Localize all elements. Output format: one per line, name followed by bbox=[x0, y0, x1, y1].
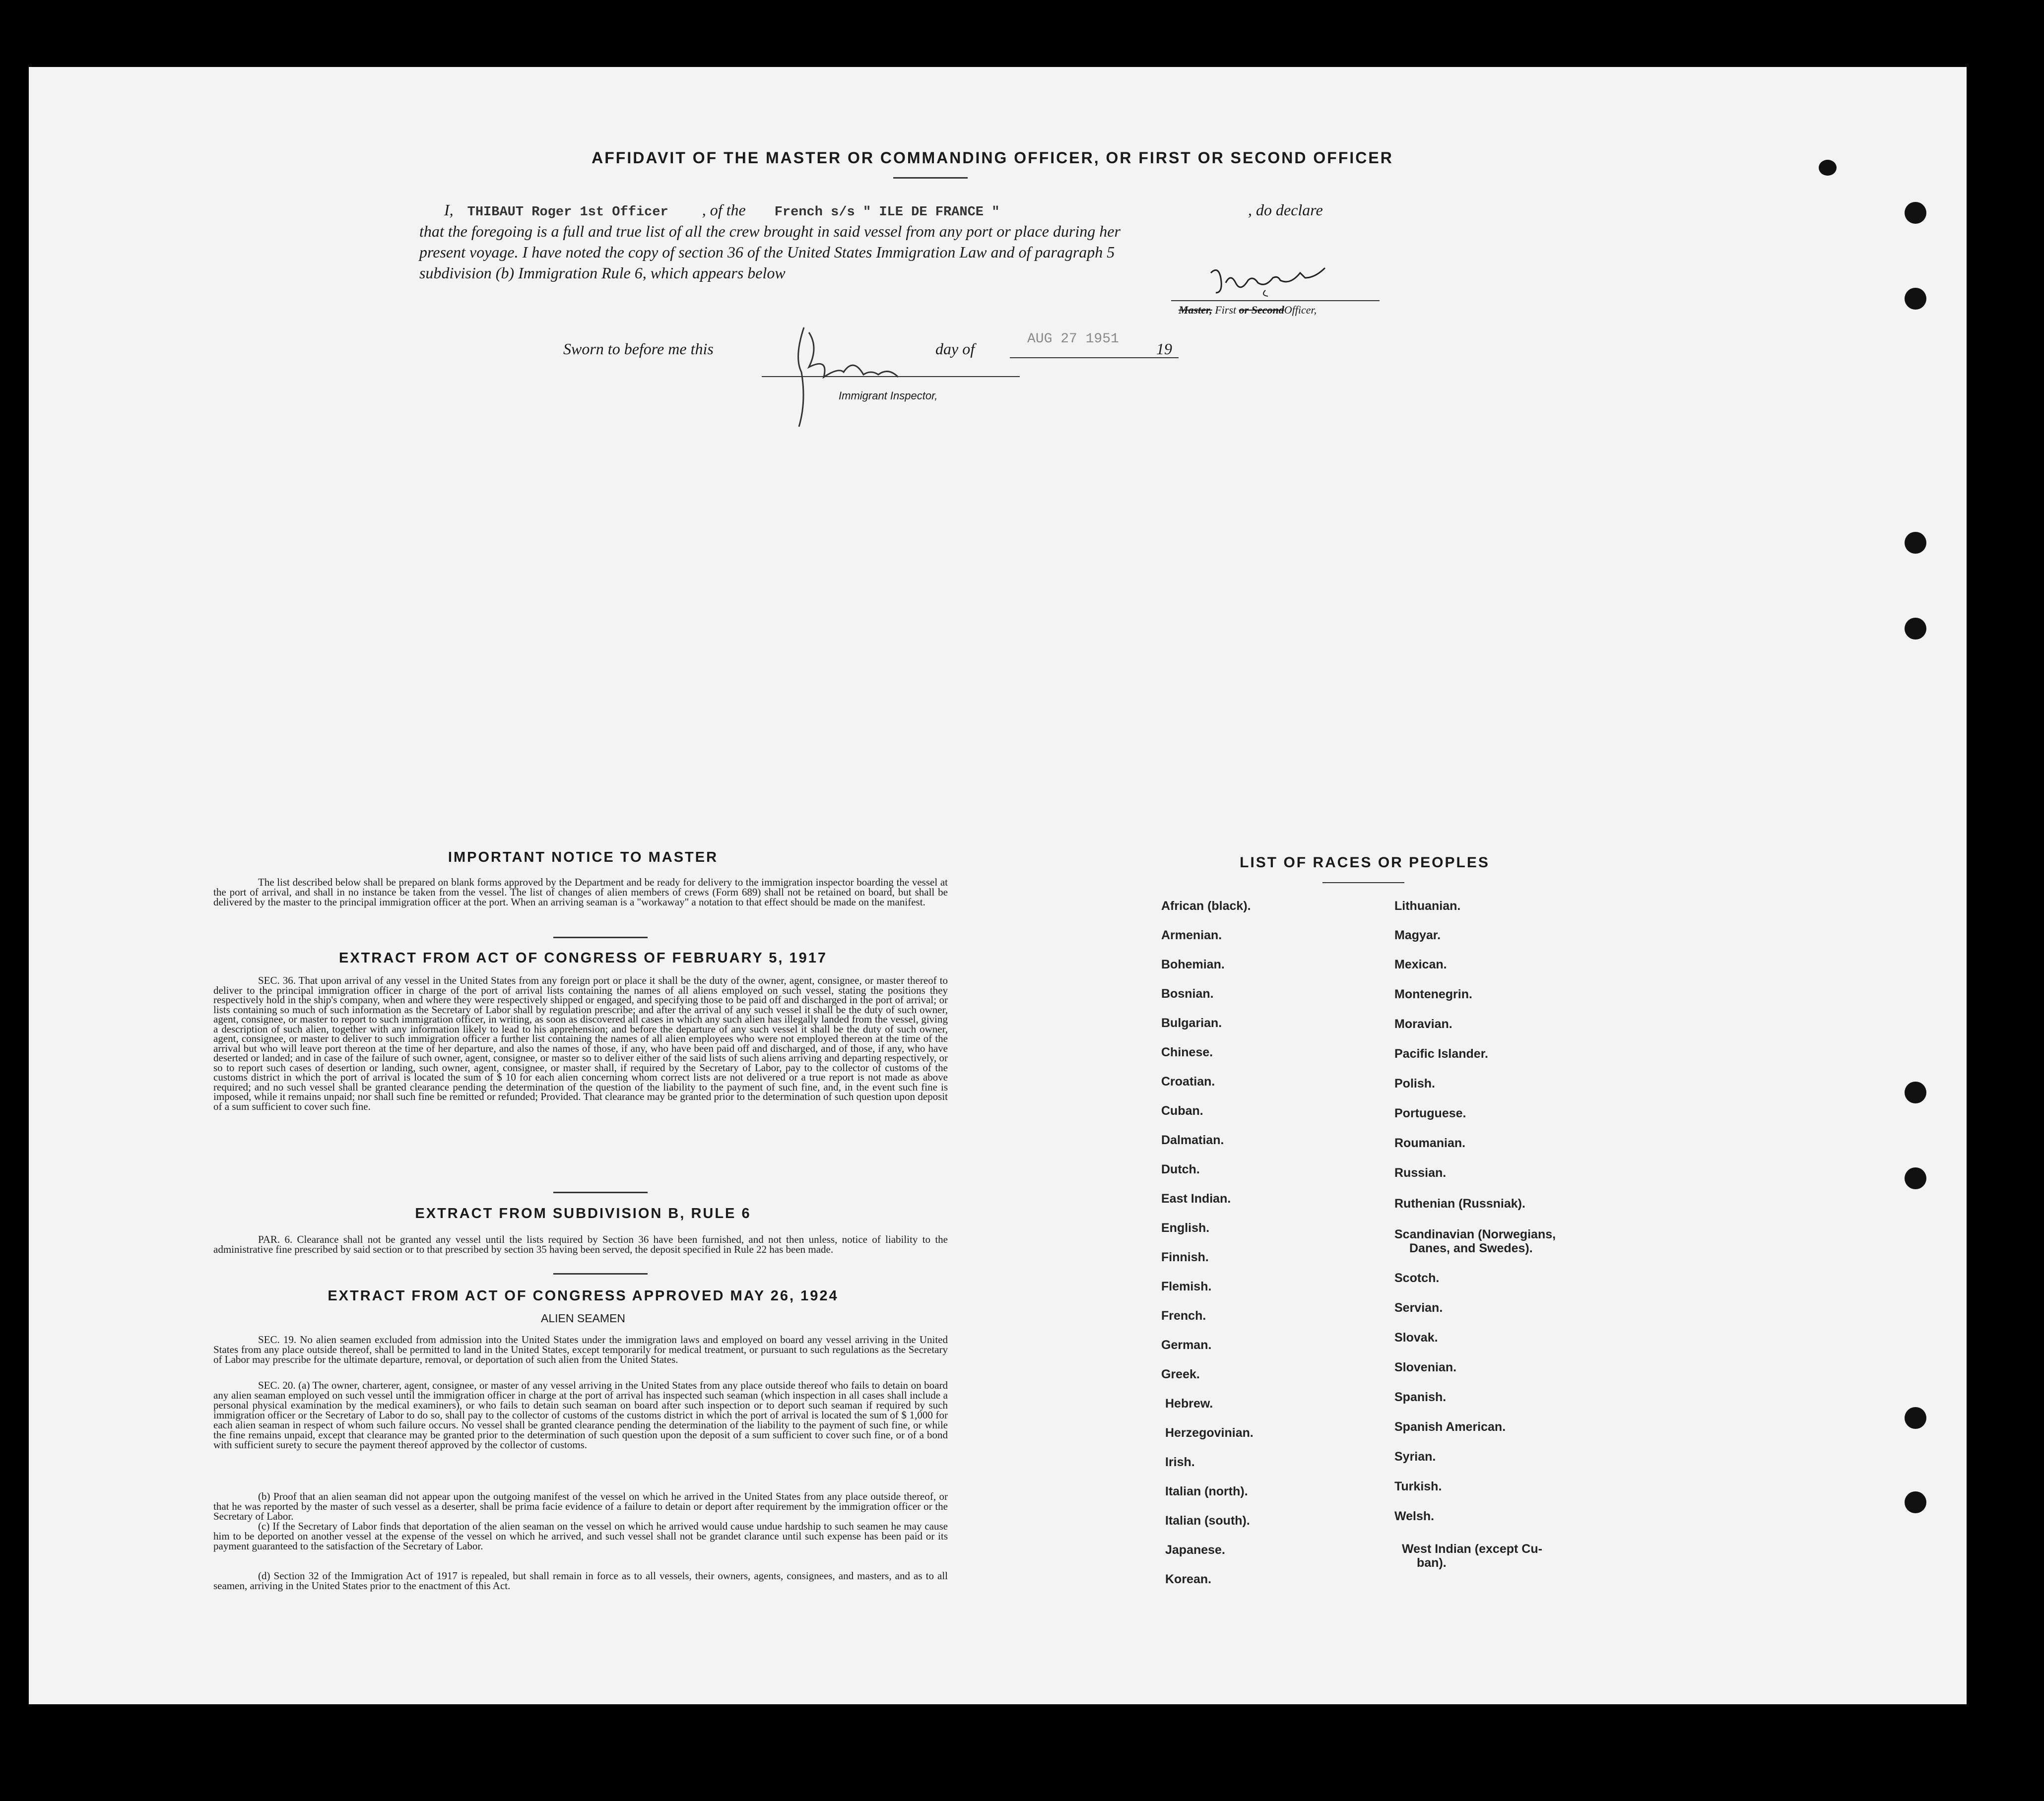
line1-suffix: , do declare bbox=[1248, 201, 1323, 219]
race-item: Roumanian. bbox=[1394, 1136, 1466, 1150]
race-item: Moravian. bbox=[1394, 1017, 1452, 1031]
binder-hole bbox=[1905, 1407, 1926, 1429]
binder-hole bbox=[1905, 202, 1926, 224]
race-item: Welsh. bbox=[1394, 1509, 1435, 1523]
inspector-signature bbox=[779, 318, 938, 437]
officer-signature bbox=[1206, 263, 1355, 298]
race-item: Scandinavian (Norwegians, bbox=[1394, 1227, 1556, 1241]
divider bbox=[553, 937, 648, 938]
race-item: Dalmatian. bbox=[1161, 1133, 1224, 1147]
caption-first: First bbox=[1215, 304, 1237, 316]
extract3-sec19: SEC. 19. No alien seamen excluded from admission into the United States under the immigration laws and employed on board any vessel arriving in the United States from any place outside thereof, shall be permitted to land in the United States, except temporarily for medical treatment, or pursuant to such regulations as the Secretary of Labor may prescribe for the ultimate departure, removal, or deportation of such alien from the United States. bbox=[213, 1334, 948, 1365]
race-item: French. bbox=[1161, 1309, 1206, 1323]
race-item: Servian. bbox=[1394, 1301, 1443, 1315]
race-item: Turkish. bbox=[1394, 1479, 1442, 1493]
races-underline bbox=[1322, 882, 1404, 883]
line1-prefix: I, bbox=[444, 201, 454, 219]
divider bbox=[553, 1192, 648, 1193]
race-item: Magyar. bbox=[1394, 928, 1441, 942]
race-item: English. bbox=[1161, 1221, 1210, 1235]
race-item: Finnish. bbox=[1161, 1250, 1209, 1264]
notice-body: The list described below shall be prepared on blank forms approved by the Department and be ready for delivery to the immigration inspector boarding the vessel at the port of arrival, and shall in no instance be taken from the vessel. The list of changes of alien members of crews (Form 689) shall not be retained on board, but shall be delivered by the master to the principal immigration officer at the port. When an arriving seaman is a "workaway" a notation to that effect should be made on the manifest. bbox=[213, 876, 948, 908]
binder-hole bbox=[1905, 618, 1926, 640]
affidavit-line4: subdivision (b) Immigration Rule 6, which appears below bbox=[419, 264, 786, 282]
extract3-sec20c: (c) If the Secretary of Labor finds that deportation of the alien seaman on the vessel on which he arrived would cause undue hardship to such seamen he may cause him to be deported on another vessel at the expense of the vessel on which he arrived, and such vessel shall not be grandet clarance until such expense has been paid or its payment guaranteed to the satisfaction of the Secretary of Labor. bbox=[213, 1520, 948, 1552]
sworn-label: Sworn to before me this bbox=[563, 340, 714, 358]
race-item: Montenegrin. bbox=[1394, 987, 1472, 1001]
vessel-name: French s/s " ILE DE FRANCE " bbox=[774, 205, 1000, 220]
affidavit-line1 bbox=[444, 201, 1362, 220]
officer-caption bbox=[1179, 304, 1317, 317]
race-item: Pacific Islander. bbox=[1394, 1047, 1488, 1061]
inspector-caption: Immigrant Inspector, bbox=[839, 389, 938, 402]
race-item: Bulgarian. bbox=[1161, 1016, 1222, 1030]
race-item: Armenian. bbox=[1161, 928, 1222, 942]
race-item: Polish. bbox=[1394, 1077, 1435, 1091]
caption-second-struck: or Second bbox=[1239, 304, 1284, 316]
races-heading: LIST OF RACES OR PEOPLES bbox=[1240, 854, 1490, 871]
race-item: ban). bbox=[1417, 1556, 1447, 1570]
race-item: Mexican. bbox=[1394, 958, 1447, 971]
race-item: Irish. bbox=[1165, 1455, 1195, 1469]
officer-signature-graphic bbox=[1206, 263, 1355, 298]
extract2-heading: EXTRACT FROM SUBDIVISION B, RULE 6 bbox=[415, 1206, 751, 1222]
race-item: German. bbox=[1161, 1338, 1212, 1352]
race-item: Flemish. bbox=[1161, 1280, 1212, 1293]
race-item: Slovak. bbox=[1394, 1331, 1438, 1345]
affidavit-title: AFFIDAVIT OF THE MASTER OR COMMANDING OFFICER, OR FIRST OR SECOND OFFICER bbox=[592, 149, 1393, 167]
extract3-subheading: ALIEN SEAMEN bbox=[541, 1312, 625, 1325]
extract3-sec20b: (b) Proof that an alien seaman did not appear upon the outgoing manifest of the vessel on which he arrived in the United States from any place outside thereof, or that he was reported by the master of such vessel as a deserter, shall be prima facie evidence of a failure to detain or deport after requirement by the immigration officer or the Secretary of Labor. bbox=[213, 1490, 948, 1522]
race-item: Russian. bbox=[1394, 1166, 1447, 1180]
race-item: Syrian. bbox=[1394, 1450, 1436, 1464]
race-item: Cuban. bbox=[1161, 1104, 1203, 1118]
binder-hole bbox=[1905, 1167, 1926, 1189]
race-item: Lithuanian. bbox=[1394, 899, 1461, 913]
race-item: Japanese. bbox=[1165, 1543, 1225, 1557]
year-prefix: 19 bbox=[1156, 340, 1172, 358]
binder-hole bbox=[1905, 288, 1926, 310]
line1-of: , of the bbox=[702, 201, 746, 219]
binder-hole bbox=[1905, 532, 1926, 554]
officer-signature-line bbox=[1171, 300, 1380, 301]
binder-hole bbox=[1905, 1491, 1926, 1513]
affidavit-line3: present voyage. I have noted the copy of section 36 of the United States Immigration Law and of paragraph 5 bbox=[419, 243, 1115, 261]
race-item: Italian (north). bbox=[1165, 1484, 1248, 1498]
extract1-body: SEC. 36. That upon arrival of any vessel in the United States from any foreign port or place it shall be the duty of the owner, agent, consignee, or master thereof to deliver to the principal immigration officer in charge of the port of arrival lists containing the names of all aliens employed on such vessel, stating the positions they respectively hold in the ship's company, when and where they were respectively shipped or engaged, and specifying those to be paid off and discharged in the port of arrival; or lists containing so much of such information as the Secretary of Labor shall by regulation prescribe; and after the arrival of any such vessel it shall be the duty of such owner, agent, consignee, or master to report to such immigration officer, in writing, as soon as discovered all cases in which any such alien has illegally landed from the vessel, giving a description of such alien, together with any information likely to lead to his apprehension; and before the departure of any such vessel it shall be the duty of such owner, agent, consignee, or master to deliver to such immigration officer a further list containing the names of all alien employees who were not employed thereon at the time of the arrival but who will leave port thereon at the time of her departure, and also the names of those, if any, who have been paid off and discharged, and of those, if any, who have deserted or landed; and in case of the failure of such owner, agent, consignee, or master so to deliver either of the said lists of such aliens arriving and departing respectively, or so to report such cases of desertion or landing, such owner, agent, consignee, or master shall, if required by the Secretary of Labor, pay to the collector of customs of the customs district in which the port of arrival is located the sum of $ 10 for each alien concerning whom correct lists are not delivered or a true report is not made as above required; and no such vessel shall be granted clearance pending the determination of the question of the liability to the payment of such fine, and, in the event such fine is imposed, while it remains unpaid; nor shall such fine be remitted or refunded; Provided. That clearance may be granted prior to the determination of such question upon deposit of a sum sufficient to cover such fine. bbox=[213, 974, 948, 1112]
divider bbox=[553, 1273, 648, 1275]
race-item: Greek. bbox=[1161, 1367, 1200, 1381]
race-item: Korean. bbox=[1165, 1572, 1212, 1586]
race-item: Bosnian. bbox=[1161, 987, 1214, 1001]
race-item: Italian (south). bbox=[1165, 1514, 1250, 1528]
race-item: Spanish American. bbox=[1394, 1420, 1506, 1434]
race-item: Bohemian. bbox=[1161, 958, 1225, 971]
race-item: Slovenian. bbox=[1394, 1360, 1457, 1374]
extract1-heading: EXTRACT FROM ACT OF CONGRESS OF FEBRUARY 5, 1917 bbox=[338, 950, 828, 966]
binder-hole bbox=[1819, 160, 1837, 176]
race-item: Portuguese. bbox=[1394, 1106, 1466, 1120]
title-underline bbox=[893, 177, 968, 179]
extract2-body: PAR. 6. Clearance shall not be granted any vessel until the lists required by Section 36 have been furnished, and not then unless, notice of liability to the administrative fine prescribed by said section or to that prescribed by section 35 having been served, the deposit specified in Rule 22 has been made. bbox=[213, 1233, 948, 1255]
race-item: Croatian. bbox=[1161, 1075, 1215, 1089]
date-stamp: AUG 27 1951 bbox=[1027, 331, 1119, 347]
extract3-heading: EXTRACT FROM ACT OF CONGRESS APPROVED MAY 26, 1924 bbox=[328, 1288, 839, 1304]
binder-hole bbox=[1905, 1082, 1926, 1103]
race-item: Dutch. bbox=[1161, 1162, 1200, 1176]
race-item: West Indian (except Cu- bbox=[1402, 1542, 1542, 1556]
sworn-signature-line bbox=[762, 376, 1020, 377]
race-item: Chinese. bbox=[1161, 1045, 1213, 1059]
race-item: African (black). bbox=[1161, 899, 1251, 913]
officer-name: THIBAUT Roger 1st Officer bbox=[467, 205, 668, 220]
extract3-sec20d: (d) Section 32 of the Immigration Act of 1917 is repealed, but shall remain in force as to all vessels, their owners, agents, consignees, and masters, and as to all seamen, arriving in the United States prior to the enactment of this Act. bbox=[213, 1570, 948, 1592]
caption-officer: Officer, bbox=[1284, 304, 1317, 316]
day-of-label: day of bbox=[935, 340, 975, 358]
caption-master-struck: Master, bbox=[1179, 304, 1212, 316]
race-item: East Indian. bbox=[1161, 1192, 1231, 1206]
race-item: Ruthenian (Russniak). bbox=[1394, 1197, 1525, 1211]
race-item: Scotch. bbox=[1394, 1271, 1440, 1285]
race-item: Danes, and Swedes). bbox=[1409, 1241, 1533, 1255]
notice-heading: IMPORTANT NOTICE TO MASTER bbox=[448, 849, 719, 865]
affidavit-line2: that the foregoing is a full and true list of all the crew brought in said vessel from any port or place during her bbox=[419, 222, 1121, 240]
inspector-signature-graphic bbox=[779, 318, 938, 437]
extract3-sec20a: SEC. 20. (a) The owner, charterer, agent, consignee, or master of any vessel arriving in the United States from any place outside thereof who fails to detain on board any alien seaman employed on such vessel until the immigration officer in charge at the port of arrival has inspected such seaman (which inspection in all cases shall include a personal physical examination by the medical examiners), or who fails to detain such seaman on board after such inspection or to deport such seaman if required by such immigration officer or the Secretary of Labor to do so, shall pay to the collector of customs of the customs district in which the port of arrival is located the sum of $ 1,000 for each alien seaman in respect of whom such failure occurs. No vessel shall be granted clearance pending the determination of the liability to the payment of such fine, or while the fine remains unpaid, except that clearance may be granted prior to the determination of such question upon the deposit of a sum sufficient to cover such fine, or of a bond with sufficient surety to secure the payment thereof approved by the collector of customs. bbox=[213, 1379, 948, 1451]
date-line bbox=[1010, 357, 1179, 358]
race-item: Herzegovinian. bbox=[1165, 1426, 1253, 1440]
race-item: Hebrew. bbox=[1165, 1397, 1213, 1411]
race-item: Spanish. bbox=[1394, 1390, 1447, 1404]
